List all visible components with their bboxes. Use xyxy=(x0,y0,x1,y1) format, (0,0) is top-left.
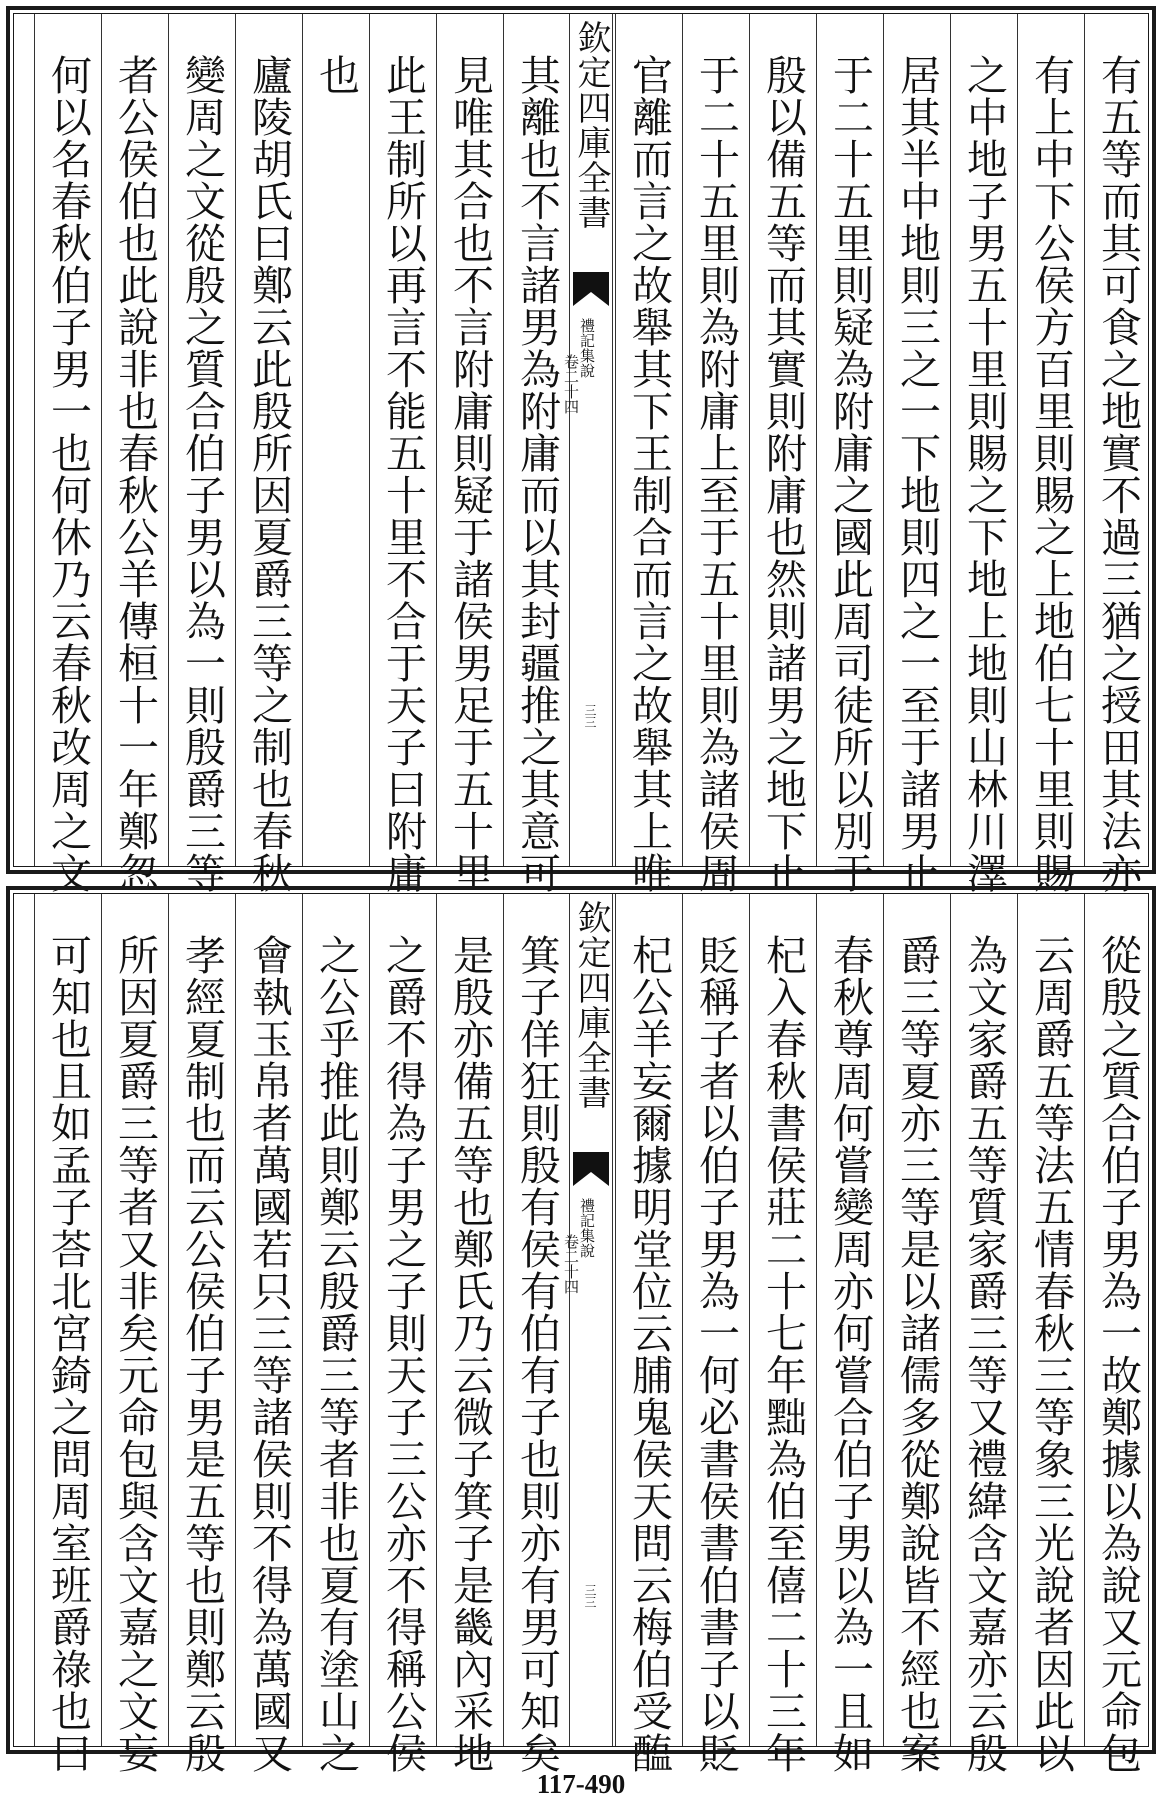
top-page-frame xyxy=(13,13,1149,894)
column-text: 之中地子男五十里則賜之下地上地則山林川澤 xyxy=(960,54,1008,894)
column-text: 廬陵胡氏曰鄭云此殷所因夏爵三等之制也春秋 xyxy=(245,54,293,894)
column-text: 是殷亦備五等也鄭氏乃云微子箕子是畿內采地 xyxy=(446,934,494,1774)
top-page-text-column xyxy=(950,14,1017,894)
column-text: 變周之文從殷之質合伯子男以為一則殷爵三等 xyxy=(178,54,226,894)
column-text: 杞入春秋書侯莊二十七年黜為伯至僖二十三年 xyxy=(759,934,807,1774)
top-center-column xyxy=(562,14,613,866)
column-text: 有五等而其可食之地實不過三猶之授田其法亦 xyxy=(1094,54,1142,894)
top-page-text-column xyxy=(34,14,101,894)
top-page-text-column xyxy=(436,14,503,894)
bottom-page-text-column xyxy=(302,894,369,1774)
bottom-page-text-column xyxy=(436,894,503,1774)
column-text: 會執玉帛者萬國若只三等諸侯則不得為萬國又 xyxy=(245,934,293,1774)
top-page-text-column xyxy=(1017,14,1084,894)
bottom-page-text-column xyxy=(883,894,950,1774)
bottom-page-text-column xyxy=(101,894,168,1774)
column-text: 杞公羊妄爾據明堂位云脯鬼侯天問云梅伯受醢 xyxy=(625,934,673,1774)
column-text: 箕子佯狂則殷有侯有伯有子也則亦有男可知矣 xyxy=(513,934,561,1774)
column-text: 之公乎推此則鄭云殷爵三等者非也夏有塗山之 xyxy=(312,934,360,1774)
column-text: 也 xyxy=(312,54,360,96)
top-page xyxy=(6,6,1156,894)
top-page-text-column xyxy=(749,14,816,894)
column-text: 見唯其合也不言附庸則疑于諸侯男足于五十里 xyxy=(446,54,494,894)
column-text: 何以名春秋伯子男一也何休乃云春秋改周之文 xyxy=(44,54,92,894)
top-page-text-column xyxy=(615,14,682,894)
top-page-text-column xyxy=(503,14,570,894)
column-text: 其離也不言諸男為附庸而以其封疆推之其意可 xyxy=(513,54,561,894)
column-text: 此王制所以再言不能五十里不合于天子曰附庸 xyxy=(379,54,427,894)
column-text: 于二十五里則為附庸上至于五十里則為諸侯周 xyxy=(692,54,740,894)
column-text: 孝經夏制也而云公侯伯子男是五等也則鄭云殷 xyxy=(178,934,226,1774)
column-text: 官離而言之故舉其下王制合而言之故舉其上唯 xyxy=(625,54,673,894)
column-text: 云周爵五等法五情春秋三等象三光說者因此以 xyxy=(1027,934,1075,1774)
bottom-page-frame xyxy=(13,893,1149,1774)
bottom-center-column xyxy=(562,894,613,1746)
bottom-page-text-column xyxy=(749,894,816,1774)
bottom-page-text-column xyxy=(816,894,883,1774)
column-text: 貶稱子者以伯子男為一何必書侯書伯書子以貶 xyxy=(692,934,740,1774)
collection-title: 欽定四庫全書 xyxy=(571,20,611,230)
column-text: 可知也且如孟子荅北宮錡之問周室班爵祿也曰 xyxy=(44,934,92,1774)
fish-tail-mark-icon xyxy=(573,272,609,306)
column-text: 春秋尊周何嘗變周亦何嘗合伯子男以為一且如 xyxy=(826,934,874,1774)
column-text: 者公侯伯也此說非也春秋公羊傳桓十一年鄭忽 xyxy=(111,54,159,894)
column-text: 所因夏爵三等者又非矣元命包與含文嘉之文妄 xyxy=(111,934,159,1774)
top-page-text-column xyxy=(816,14,883,894)
column-text: 有上中下公侯方百里則賜之上地伯七十里則賜 xyxy=(1027,54,1075,894)
footer-code: 117-490 xyxy=(536,1769,626,1799)
column-text: 殷以備五等而其實則附庸也然則諸男之地下止 xyxy=(759,54,807,894)
page-number: 三三 xyxy=(583,1584,597,1608)
top-page-text-column xyxy=(1084,14,1151,894)
book-title: 禮記集說 xyxy=(578,318,596,378)
column-text: 為文家爵五等質家爵三等又禮緯含文嘉亦云殷 xyxy=(960,934,1008,1774)
bottom-page xyxy=(6,886,1156,1774)
bottom-page-text-column xyxy=(369,894,436,1774)
column-text: 之爵不得為子男之子則天子三公亦不得稱公侯 xyxy=(379,934,427,1774)
top-page-text-column xyxy=(235,14,302,894)
column-text: 于二十五里則疑為附庸之國此周司徒所以別于 xyxy=(826,54,874,894)
bottom-page-text-column xyxy=(950,894,1017,1774)
bottom-page-text-column xyxy=(1084,894,1151,1774)
volume-label: 卷二十四 xyxy=(562,354,580,414)
column-text: 從殷之質合伯子男為一故鄭據以為說又元命包 xyxy=(1094,934,1142,1774)
bottom-page-text-column xyxy=(168,894,235,1774)
bottom-page-text-column xyxy=(34,894,101,1774)
top-page-text-column xyxy=(682,14,749,894)
collection-title: 欽定四庫全書 xyxy=(571,900,611,1110)
bottom-page-text-column xyxy=(503,894,570,1774)
book-title: 禮記集說 xyxy=(578,1198,596,1258)
top-page-text-column xyxy=(302,14,369,866)
column-text: 居其半中地則三之一下地則四之一至于諸男止 xyxy=(893,54,941,894)
bottom-page-text-column xyxy=(615,894,682,1774)
bottom-page-text-column xyxy=(682,894,749,1774)
fish-tail-mark-icon xyxy=(573,1152,609,1186)
bottom-page-text-column xyxy=(1017,894,1084,1774)
volume-label: 卷二十四 xyxy=(562,1234,580,1294)
top-page-text-column xyxy=(883,14,950,894)
column-text: 爵三等夏亦三等是以諸儒多從鄭說皆不經也案 xyxy=(893,934,941,1774)
bottom-page-text-column xyxy=(235,894,302,1774)
page-number: 三三 xyxy=(583,704,597,728)
top-page-text-column xyxy=(101,14,168,894)
top-page-text-column xyxy=(168,14,235,894)
top-page-text-column xyxy=(369,14,436,894)
